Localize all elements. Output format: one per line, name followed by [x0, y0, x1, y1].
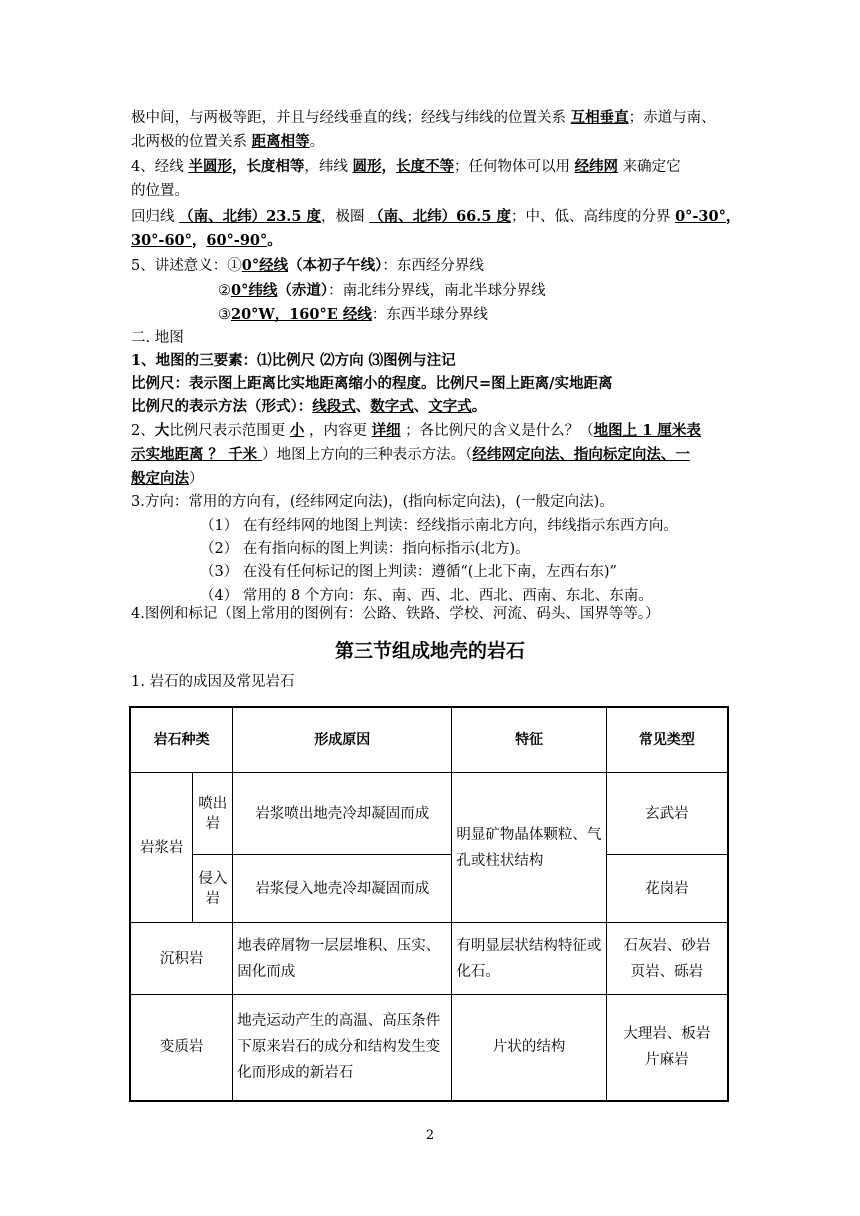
answer: 线段式 [312, 398, 356, 415]
answer: （南、北纬）23.5 度 [179, 208, 321, 225]
text-line [131, 156, 681, 178]
text-line [131, 468, 204, 490]
text: 来确定它 [618, 159, 681, 175]
answer: 数字式 [370, 398, 414, 415]
rock-subtype: 喷出岩 [193, 773, 233, 855]
text: ：南北纬分界线，南北半球分界线 [328, 283, 546, 299]
header-cell: 岩石种类 [130, 707, 233, 773]
text: （本初子午线） [288, 257, 383, 274]
answer: 经纬网 [574, 158, 619, 175]
text-line [131, 350, 456, 372]
answer: 文字式 [428, 398, 472, 415]
header-cell: 特征 [452, 707, 606, 773]
answer: 距离相等 [251, 133, 310, 150]
rock-examples [606, 995, 728, 1101]
answer: （南、北纬）66.5 度 [369, 208, 511, 225]
formation-cause: 地表碎屑物一层层堆积、压实、固化而成 [233, 923, 452, 995]
rock-feature: 片状的结构 [452, 995, 606, 1101]
rock-example: 玄武岩 [606, 773, 728, 855]
rock-example: 页岩、砾岩 [630, 963, 704, 980]
text-line [131, 107, 716, 129]
rock-category: 岩浆岩 [130, 773, 193, 923]
text: 北两极的位置关系 [131, 134, 252, 150]
text: 、 [355, 398, 371, 415]
text-line [131, 131, 324, 153]
text: （3） 在没有任何标记的图上判读：遵循“(上北下南，左西右东)” [200, 564, 617, 580]
formation-cause: 岩浆喷出地壳冷却凝固而成 [233, 773, 452, 855]
page-number: 2 [425, 1128, 435, 1143]
text: ：东西经分界线 [382, 258, 484, 274]
text-line [131, 444, 690, 466]
answer: 60°-90° [206, 232, 268, 249]
table-row [130, 855, 728, 923]
text: ，内容更 [304, 423, 372, 439]
table-row [130, 995, 728, 1101]
text-line [131, 180, 189, 202]
rock-category: 沉积岩 [130, 923, 233, 995]
rock-table [129, 706, 729, 1102]
table-header-row [130, 707, 728, 773]
rock-feature: 有明显层状结构特征或化石。 [452, 923, 606, 995]
rock-example: 大理岩、板岩 [623, 1026, 711, 1043]
text: 比例尺：表示图上距离比实地距离缩小的程度。比例尺=图上距离/实地距离 [131, 375, 613, 392]
text-line [131, 230, 282, 252]
text: ， [191, 232, 207, 249]
answer: 0°-30° [675, 208, 726, 225]
text: ；中、低、高纬度的分界 [510, 209, 676, 225]
answer: 20°W，160°E 经线 [231, 306, 372, 323]
text: （2） 在有指向标的图上判读：指向标指示(北方)。 [200, 541, 530, 557]
header-cell: 常见类型 [606, 707, 728, 773]
rock-examples [606, 923, 728, 995]
answer: 般定向法 [131, 470, 189, 487]
text-line [218, 280, 546, 302]
text: 大 [154, 422, 170, 439]
subheading [131, 671, 294, 693]
text: ，极圈 [320, 209, 370, 225]
text: 。 [309, 134, 325, 150]
text-line [200, 515, 678, 537]
text: 1、地图的三要素：⑴比例尺 ⑵方向 ⑶图例与注记 [131, 352, 456, 369]
text: ：东西半球分界线 [371, 307, 488, 323]
rock-subtype: 侵入岩 [193, 855, 233, 923]
answer: 小 [289, 422, 305, 439]
text: ， [381, 158, 396, 175]
text: ③ [218, 307, 231, 323]
text: （1） 在有经纬网的地图上判读：经线指示南北方向，纬线指示东西方向。 [200, 518, 678, 534]
text: ）地图上方向的三种表示方法。（ [262, 447, 473, 463]
text: 比例尺表示范围更 [169, 423, 290, 439]
text: 极中间，与两极等距，并且与经线垂直的线；经线与纬线的位置关系 [131, 110, 571, 126]
text: 2、 [131, 423, 155, 439]
section-title: 第三节组成地壳的岩石 [334, 640, 525, 662]
text-line [200, 561, 617, 583]
text-line [218, 304, 488, 326]
text: 。 [267, 232, 282, 249]
rock-feature: 明显矿物晶体颗粒、气孔或柱状结构 [452, 773, 606, 923]
answer: 地图上 1 厘米表 [593, 422, 701, 439]
header-cell: 形成原因 [233, 707, 452, 773]
rock-example: 片麻岩 [645, 1052, 689, 1069]
text-line [200, 538, 530, 560]
answer: 示实地距离 ？ 千米 [131, 446, 263, 463]
answer: 0°经线 [241, 257, 289, 274]
text: 比例尺的表示方法（形式）： [131, 398, 313, 415]
rock-example: 石灰岩、砂岩 [623, 937, 711, 954]
text-line [131, 373, 612, 395]
text: 。 [471, 398, 487, 415]
text: 1. 岩石的成因及常见岩石 [131, 674, 295, 690]
answer: 详细 [371, 422, 401, 439]
text: 回归线 [131, 209, 180, 225]
answer: 圆形 [352, 158, 382, 175]
formation-cause: 地壳运动产生的高温、高压条件下原来岩石的成分和结构发生变化而形成的新岩石 [233, 995, 452, 1101]
text: ，纬线 [304, 159, 353, 175]
text: 4.图例和标记（图上常用的图例有：公路、铁路、学校、河流、码头、国界等等。） [131, 606, 660, 622]
text: （赤道） [277, 282, 329, 299]
rock-category: 变质岩 [130, 995, 233, 1101]
text: 的位置。 [131, 183, 189, 199]
text: ， [231, 158, 247, 175]
text: ， [725, 208, 741, 225]
text: 4、经线 [131, 159, 189, 175]
text: ② [218, 283, 231, 299]
text-line [131, 255, 484, 277]
table-row [130, 923, 728, 995]
text: ；赤道与南、 [628, 110, 716, 126]
text-line [131, 420, 701, 442]
answer: 经纬网定向法、指向标定向法、一 [472, 446, 690, 463]
text: ；任何物体可以用 [453, 159, 575, 175]
text-line [131, 603, 660, 625]
text-line [131, 491, 614, 513]
table-row [130, 773, 728, 855]
formation-cause: 岩浆侵入地壳冷却凝固而成 [233, 855, 452, 923]
answer: 互相垂直 [570, 109, 629, 126]
text-line [131, 396, 486, 418]
text-line [131, 206, 740, 228]
text: 3.方向：常用的方向有，(经纬网定向法)，(指向标定向法)，(一般定向法)。 [131, 494, 614, 510]
text: 二. 地图 [131, 330, 184, 346]
text: ；各比例尺的含义是什么？（ [400, 423, 594, 439]
answer: 长度相等 [246, 158, 305, 175]
text: 5、讲述意义：① [131, 258, 242, 274]
answer: 0°纬线 [231, 282, 278, 299]
answer: 长度不等 [395, 158, 454, 175]
rock-example: 花岗岩 [606, 855, 728, 923]
text: （4） 常用的 8 个方向：东、南、西、北、西北、西南、东北、东南。 [200, 588, 653, 604]
text: ） [189, 471, 204, 487]
text: 、 [413, 398, 429, 415]
text-line [131, 327, 184, 349]
answer: 30°-60° [131, 232, 192, 249]
answer: 半圆形 [188, 158, 232, 175]
